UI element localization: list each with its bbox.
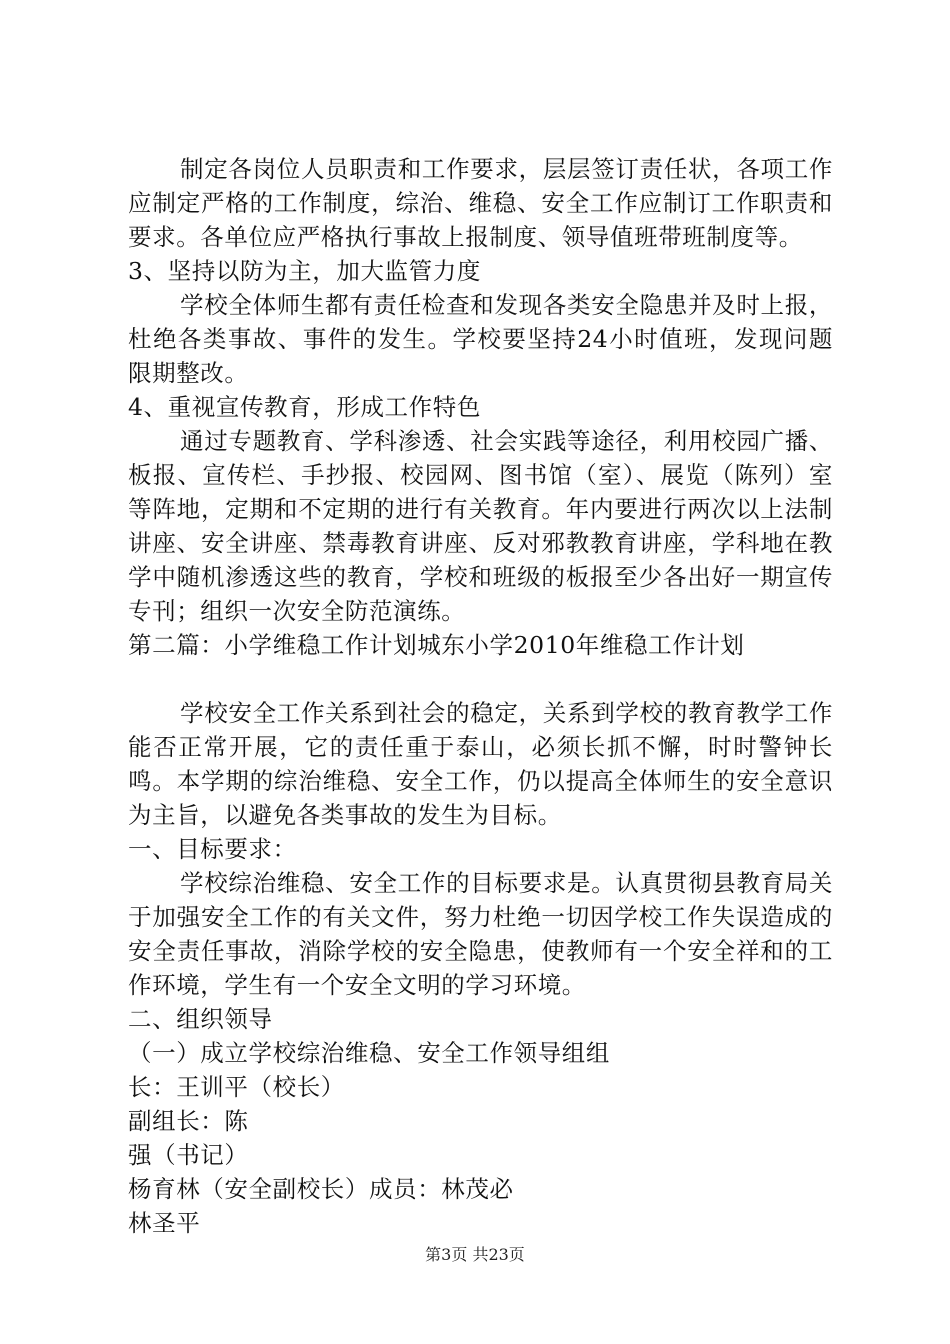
paragraph-duties: 制定各岗位人员职责和工作要求，层层签订责任状，各项工作应制定严格的工作制度，综治、维稳、安全工作应制订工作职责和要求。各单位应严格执行事故上报制度、领导值班带班制度等。 — [128, 155, 833, 251]
heading-prevention: 3、坚持以防为主，加大监管力度 — [128, 257, 481, 285]
org-line-2: 长：王训平（校长） — [128, 1073, 345, 1101]
paragraph-prevention: 学校全体师生都有责任检查和发现各类安全隐患并及时上报，杜绝各类事故、事件的发生。学校要坚持24小时值班，发现问题限期整改。 — [128, 291, 833, 387]
page-footer: 第3页 共23页 — [425, 1245, 525, 1264]
org-line-1: （一）成立学校综治维稳、安全工作领导组组 — [128, 1039, 610, 1067]
heading-education: 4、重视宣传教育，形成工作特色 — [128, 393, 481, 421]
heading-goals: 一、目标要求： — [128, 835, 297, 863]
org-line-4: 强（书记） — [128, 1141, 249, 1169]
document-body — [128, 152, 833, 1240]
blank-line — [128, 662, 833, 696]
org-line-6: 林圣平 — [128, 1209, 201, 1237]
paragraph-goals: 学校综治维稳、安全工作的目标要求是。认真贯彻县教育局关于加强安全工作的有关文件，努力杜绝一切因学校工作失误造成的安全责任事故，消除学校的安全隐患，使教师有一个安全祥和的工作环境，学生有一个安全文明的学习环境。 — [128, 869, 833, 999]
paragraph-education: 通过专题教育、学科渗透、社会实践等途径，利用校园广播、板报、宣传栏、手抄报、校园网、图书馆（室）、展览（陈列）室等阵地，定期和不定期的进行有关教育。年内要进行两次以上法制讲座、安全讲座、禁毒教育讲座、反对邪教教育讲座，学科地在教学中随机渗透这些的教育，学校和班级的板报至少各出好一期宣传专刊；组织一次安全防范演练。 — [128, 427, 833, 625]
org-line-3: 副组长：陈 — [128, 1107, 249, 1135]
paragraph-intro: 学校安全工作关系到社会的稳定，关系到学校的教育教学工作能否正常开展，它的责任重于泰山，必须长抓不懈，时时警钟长鸣。本学期的综治维稳、安全工作，仍以提高全体师生的安全意识为主旨，以避免各类事故的发生为目标。 — [128, 699, 833, 829]
heading-organization: 二、组织领导 — [128, 1005, 273, 1033]
section-title-part-two: 第二篇：小学维稳工作计划城东小学2010年维稳工作计划 — [128, 631, 745, 659]
org-line-5: 杨育林（安全副校长）成员：林茂必 — [128, 1175, 514, 1203]
